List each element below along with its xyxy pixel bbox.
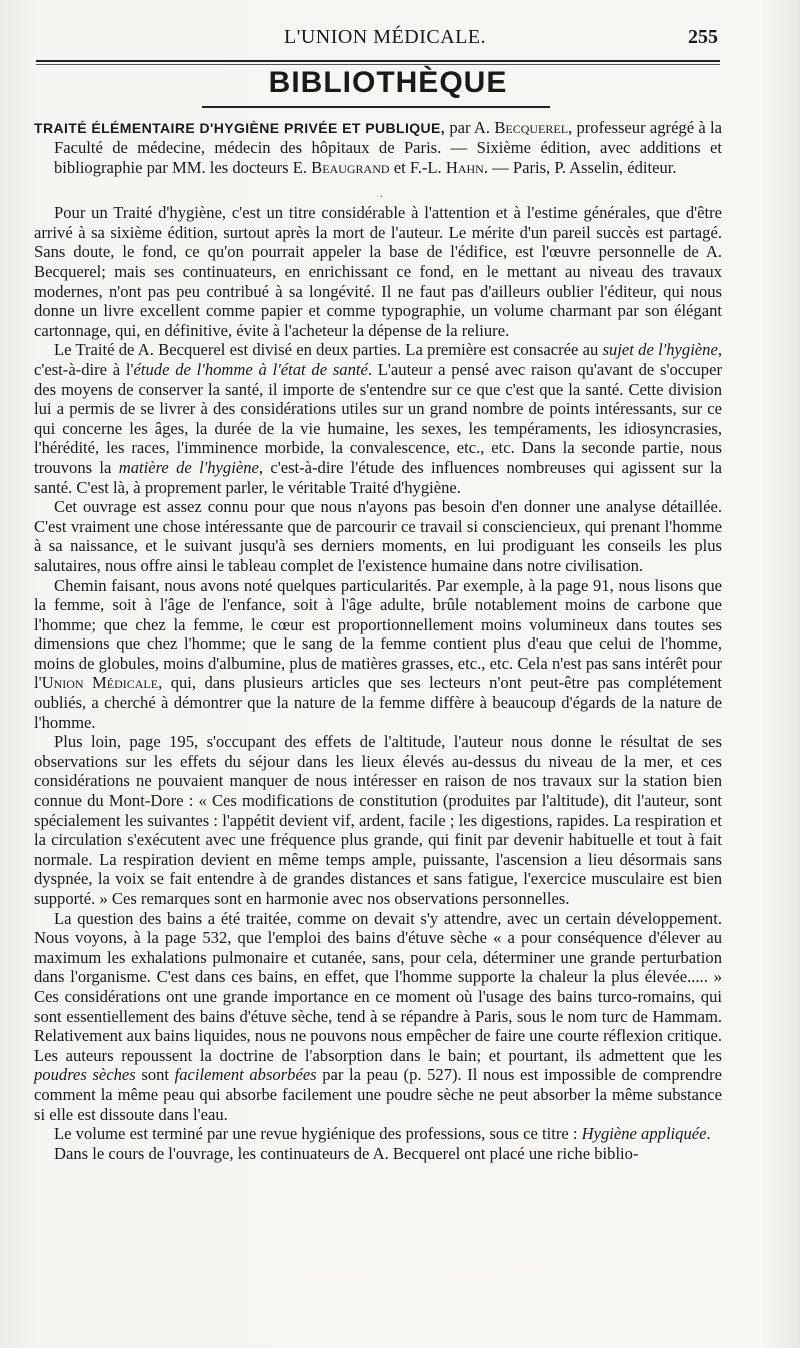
author-name: Becquerel — [494, 118, 569, 137]
editor-name: Beaugrand — [311, 157, 390, 177]
paragraph: Pour un Traité d'hygiène, c'est un titre considérable à l'attention et à l'estime générales, que d'être arrivé à sa sixième édition, surtout après la mort de l'auteur. Le mérite d'un pareil succès est partagé. Sans doute, le fond, ce qu'on pourrait appeler la base de l'édifice, est l'œuvre personnelle de A. Becquerel; mais ses continuateurs, en enrichissant ce fond, en le mettant au niveau des travaux modernes, n'ont pas peu contribué à sa longévité. Il ne faut pas d'ailleurs oublier l'éditeur, qui nous donne un livre excellent comme papier et comme typographie, un volume charmant par son élégant cartonnage, qui, en définitive, évite à l'acheteur la dépense de la reliure. — [34, 203, 722, 340]
paragraph: La question des bains a été traitée, comme on devait s'y attendre, avec un certain développement. Nous voyons, à la page 532, que l'emploi des bains d'étuve sèche « a pour conséquence d'élever au maximum les exhalations pulmonaire et cutanée, sans, pour cela, déterminer une grande perturbation dans l'organisme. C'est dans ces bains, en effet, que l'homme supporte la chaleur la plus élevée..... » Ces considérations ont une grande importance en ce moment où l'usage des bains turco-romains, qui sont essentiellement des bains d'étuve sèche, tend à se répandre à Paris, sous le nom turc de Hammam. Relativement aux bains liquides, nous ne pouvons nous empêcher de faire une courte réflexion critique. Les auteurs repoussent la doctrine de l'absorption dans le bain; et pourtant, ils admettent que les poudres sèches sont facilement absorbées par la peau (p. 527). Il nous est impossible de comprendre comment la même peau qui absorbe facilement une poudre sèche ne peut absorber la même substance si elle est dissoute dans l'eau. — [34, 908, 723, 1124]
separator: . — [380, 189, 383, 201]
section-title-rule — [202, 106, 550, 108]
section-title: BIBLIOTHÈQUE — [268, 66, 508, 99]
editor-name: Hahn — [445, 157, 484, 177]
running-header — [0, 22, 800, 52]
page-number: 255 — [688, 26, 718, 48]
book-reference: TRAITÉ ÉLÉMENTAIRE D'HYGIÈNE PRIVÉE ET PUBLIQUE, par A. Becquerel, professeur agrégé à la Faculté de médecine, médecin des hôpitaux de Paris. — Sixième édition, avec additions et bibliographie par MM. les docteurs E. Beaugrand et F.-L. Hahn. — Paris, P. Asselin, éditeur. — [34, 118, 722, 177]
paragraph: Le Traité de A. Becquerel est divisé en deux parties. La première est consacrée au sujet de l'hygiène, c'est-à-dire à l'étude de l'homme à l'état de santé. L'auteur a pensé avec raison qu'avant de s'occuper des moyens de conserver la santé, il importe de s'entendre sur ce que c'est que la santé. Cette division lui a permis de se livrer à des considérations utiles sur un grand nombre de points intéressants, sur ce qui concerne les âges, la durée de la vie humaine, les sexes, les tempéraments, les idiosyncrasies, l'hérédité, les races, l'imminence morbide, la convalescence, etc., etc. Dans la seconde partie, nous trouvons la matière de l'hygiène, c'est-à-dire l'étude des influences nombreuses qui agissent sur la santé. C'est là, à proprement parler, le véritable Traité d'hygiène. — [34, 340, 722, 497]
header-rule — [36, 60, 720, 62]
journal-title: L'UNION MÉDICALE. — [284, 26, 487, 48]
paragraph: Le volume est terminé par une revue hygiénique des professions, sous ce titre : Hygiène appliquée. — [54, 1124, 711, 1144]
book-title: TRAITÉ ÉLÉMENTAIRE D'HYGIÈNE PRIVÉE ET PUBLIQUE, — [34, 120, 446, 136]
paragraph: Plus loin, page 195, s'occupant des effets de l'altitude, l'auteur nous donne le résultat de ses observations sur les effets du séjour dans les lieux élevés au-dessus du niveau de la mer, et ces considérations ne pouvaient manquer de nous intéresser en raison de nos travaux sur la station bien connue du Mont-Dore : « Ces modifications de constitution (produites par l'altitude), dit l'auteur, sont spécialement les suivantes : l'appétit devient vif, ardent, facile ; les digestions, rapides. La respiration et la circulation s'exécutent avec une fréquence plus grande, qui finit par devenir habituelle et tout à fait normale. La respiration devient en même temps ample, puissante, l'ascension a lieu désormais sans dyspnée, la voix se fait entendre à de grandes distances et sans fatigue, l'exercice musculaire est bien supporté. » Ces remarques sont en harmonie avec nos observations personnelles. — [34, 732, 722, 908]
paragraph: Dans le cours de l'ouvrage, les continuateurs de A. Becquerel ont placé une riche biblio- — [54, 1143, 639, 1163]
header-rule-thin — [36, 64, 720, 65]
paragraph: Cet ouvrage est assez connu pour que nous n'ayons pas besoin d'en donner une analyse détaillée. C'est vraiment une chose intéressante que de parcourir ce travail si consciencieux, qui prenant l'homme à sa naissance, et le suivant jusqu'à ses derniers moments, en lui prodiguant les conseils les plus salutaires, nous offre ainsi le tableau complet de l'existence humaine dans notre civilisation. — [34, 497, 722, 575]
paragraph: Chemin faisant, nous avons noté quelques particularités. Par exemple, à la page 91, nous lisons que la femme, soit à l'âge de l'enfance, soit à l'âge adulte, brûle notablement moins de carbone que l'homme; que chez la femme, le cœur est proportionnellement moins volumineux dans toutes ses dimensions que chez l'homme; que le sang de la femme contient plus d'eau que celui de l'homme, moins de globules, moins d'albumine, plus de matières grasses, etc., etc. Cela n'est pas sans intérêt pour l'Union Médicale, qui, dans plusieurs articles que ses lecteurs n'ont peut-être pas complétement oubliés, a cherché à démontrer que la nature de la femme diffère à beaucoup d'égards de la nature de l'homme. — [34, 575, 723, 732]
article-body — [34, 118, 722, 1163]
